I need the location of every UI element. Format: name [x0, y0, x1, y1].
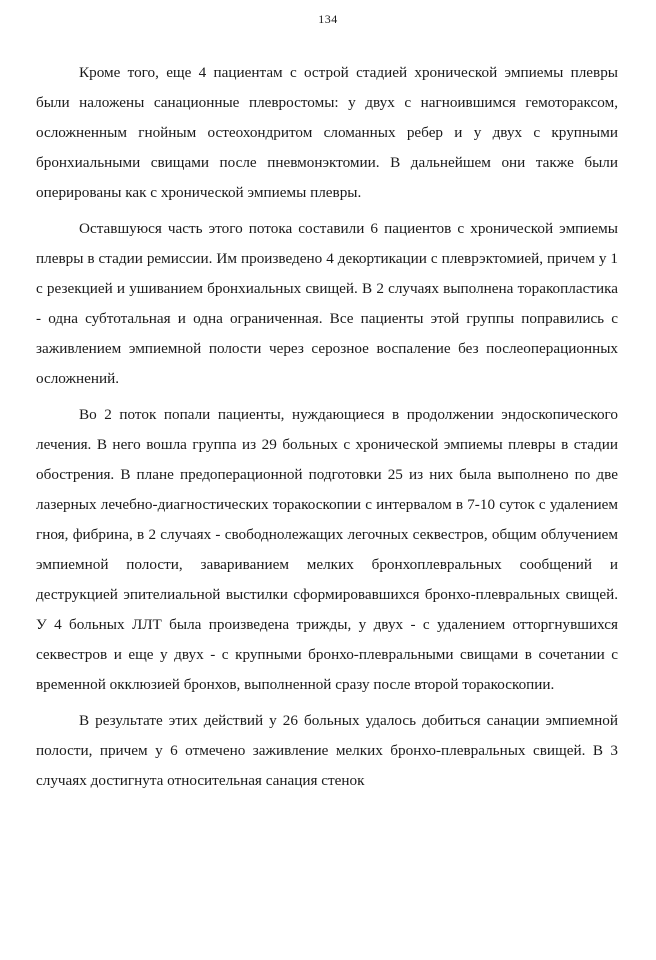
body-text	[36, 58, 618, 796]
page-number: 134	[318, 12, 338, 26]
paragraph: Во 2 поток попали пациенты, нуждающиеся в продолжении эндоскопического лечения. В него вошла группа из 29 больных с хронической эмпиемы плевры в стадии обострения. В плане предоперационной подготовки 25 из них была выполнено по две лазерных лечебно-диагностических торакоскопии с интервалом в 7-10 суток с удалением гноя, фибрина, в 2 случаях - свободнолежащих легочных секвестров, общим облучением эмпиемной полости, завариванием мелких бронхоплевральных сообщений и деструкцией эпителиальной выстилки сформировавшихся бронхо-плевральных свищей. У 4 больных ЛЛТ была произведена трижды, у двух - с удалением отторгнувшихся секвестров и еще у двух - с крупными бронхо-плевральными свищами в сочетании с временной окклюзией бронхов, выполненной сразу после второй торакоскопии.	[36, 406, 618, 693]
paragraph: Оставшуюся часть этого потока составили 6 пациентов с хронической эмпиемы плевры в стадии ремиссии. Им произведено 4 декортикации с плеврэктомией, причем у 1 с резекцией и ушиванием бронхиальных свищей. В 2 случаях выполнена торакопластика - одна субтотальная и одна ограниченная. Все пациенты этой группы поправились с заживлением эмпиемной полости через серозное воспаление без послеоперационных осложнений.	[36, 220, 618, 387]
paragraph: В результате этих действий у 26 больных удалось добиться санации эмпиемной полости, причем у 6 отмечено заживление мелких бронхо-плевральных свищей. В 3 случаях достигнута относительная санация стенок	[36, 712, 618, 789]
paragraph: Кроме того, еще 4 пациентам с острой стадией хронической эмпиемы плевры были наложены санационные плевростомы: у двух с нагноившимся гемотораксом, осложненным гнойным остеохондритом сломанных ребер и у двух с крупными бронхиальными свищами после пневмонэктомии. В дальнейшем они также были оперированы как с хронической эмпиемы плевры.	[36, 64, 618, 201]
